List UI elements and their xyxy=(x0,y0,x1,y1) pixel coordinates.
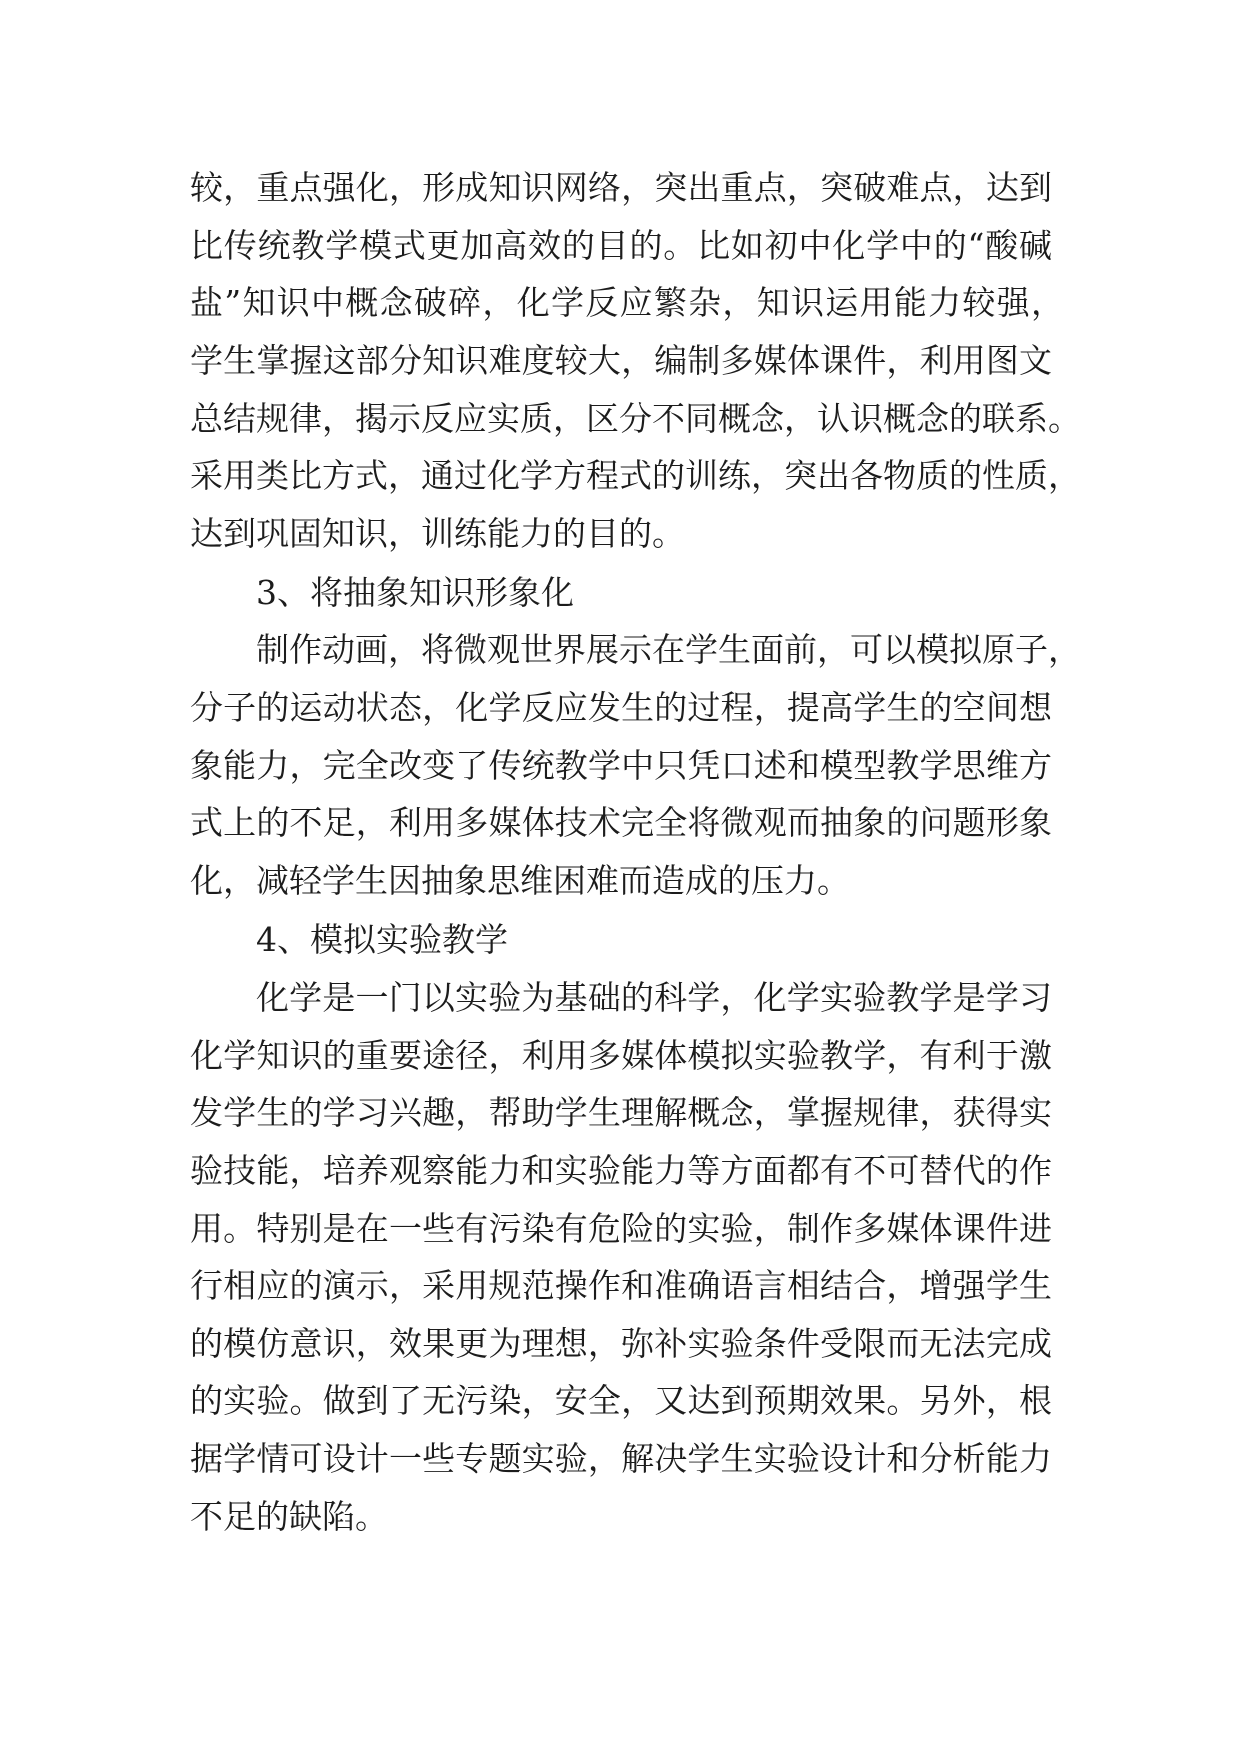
text-line xyxy=(0,736,1241,796)
line-text: 达到巩固知识，训练能力的目的。 xyxy=(190,514,685,553)
text-line xyxy=(0,1256,1241,1316)
text-line xyxy=(0,968,1241,1028)
line-text: 象能力，完全改变了传统教学中只凭口述和模型教学思维方 xyxy=(190,746,1052,785)
line-text: 较，重点强化，形成知识网络，突出重点，突破难点，达到 xyxy=(190,168,1052,207)
line-text: 学生掌握这部分知识难度较大，编制多媒体课件，利用图文 xyxy=(190,341,1052,380)
text-line xyxy=(0,273,1241,333)
text-line xyxy=(0,446,1241,506)
line-text: 制作动画，将微观世界展示在学生面前，可以模拟原子， xyxy=(256,630,1081,669)
line-text: 发学生的学习兴趣，帮助学生理解概念，掌握规律，获得实 xyxy=(190,1093,1052,1132)
text-line xyxy=(0,1371,1241,1431)
line-text: 用。特别是在一些有污染有危险的实验，制作多媒体课件进 xyxy=(190,1209,1052,1248)
line-text: 式上的不足，利用多媒体技术完全将微观而抽象的问题形象 xyxy=(190,803,1052,842)
line-text: 化，减轻学生因抽象思维困难而造成的压力。 xyxy=(190,861,850,900)
line-text: 采用类比方式，通过化学方程式的训练，突出各物质的性质， xyxy=(190,456,1081,495)
text-line xyxy=(0,331,1241,391)
line-text: 化学知识的重要途径，利用多媒体模拟实验教学，有利于激 xyxy=(190,1036,1052,1075)
text-line xyxy=(0,216,1241,276)
text-line xyxy=(0,1026,1241,1086)
line-text: 行相应的演示，采用规范操作和准确语言相结合，增强学生 xyxy=(190,1266,1052,1305)
line-text: 化学是一门以实验为基础的科学，化学实验教学是学习 xyxy=(256,978,1052,1017)
text-line xyxy=(0,1199,1241,1259)
text-line xyxy=(0,1141,1241,1201)
text-line xyxy=(0,1083,1241,1143)
line-text: 据学情可设计一些专题实验，解决学生实验设计和分析能力 xyxy=(190,1439,1052,1478)
section-heading-text: 3、将抽象知识形象化 xyxy=(256,573,574,612)
text-line xyxy=(0,389,1241,449)
line-text: 盐”知识中概念破碎，化学反应繁杂，知识运用能力较强， xyxy=(190,283,1064,322)
text-line xyxy=(0,158,1241,218)
line-text: 的模仿意识，效果更为理想，弥补实验条件受限而无法完成 xyxy=(190,1324,1052,1363)
text-line xyxy=(0,504,1241,564)
line-text: 的实验。做到了无污染，安全，又达到预期效果。另外，根 xyxy=(190,1381,1052,1420)
text-line xyxy=(0,851,1241,911)
text-line xyxy=(0,678,1241,738)
section-heading xyxy=(0,563,1241,623)
line-text: 不足的缺陷。 xyxy=(190,1497,388,1536)
line-text: 总结规律，揭示反应实质，区分不同概念，认识概念的联系。 xyxy=(190,399,1081,438)
text-line xyxy=(0,1314,1241,1374)
line-text: 分子的运动状态，化学反应发生的过程，提高学生的空间想 xyxy=(190,688,1052,727)
text-line xyxy=(0,793,1241,853)
text-line xyxy=(0,1487,1241,1547)
text-line xyxy=(0,1429,1241,1489)
section-heading xyxy=(0,910,1241,970)
line-text: 比传统教学模式更加高效的目的。比如初中化学中的“酸碱 xyxy=(190,226,1052,265)
text-line xyxy=(0,620,1241,680)
section-heading-text: 4、模拟实验教学 xyxy=(256,920,508,959)
line-text: 验技能，培养观察能力和实验能力等方面都有不可替代的作 xyxy=(190,1151,1052,1190)
